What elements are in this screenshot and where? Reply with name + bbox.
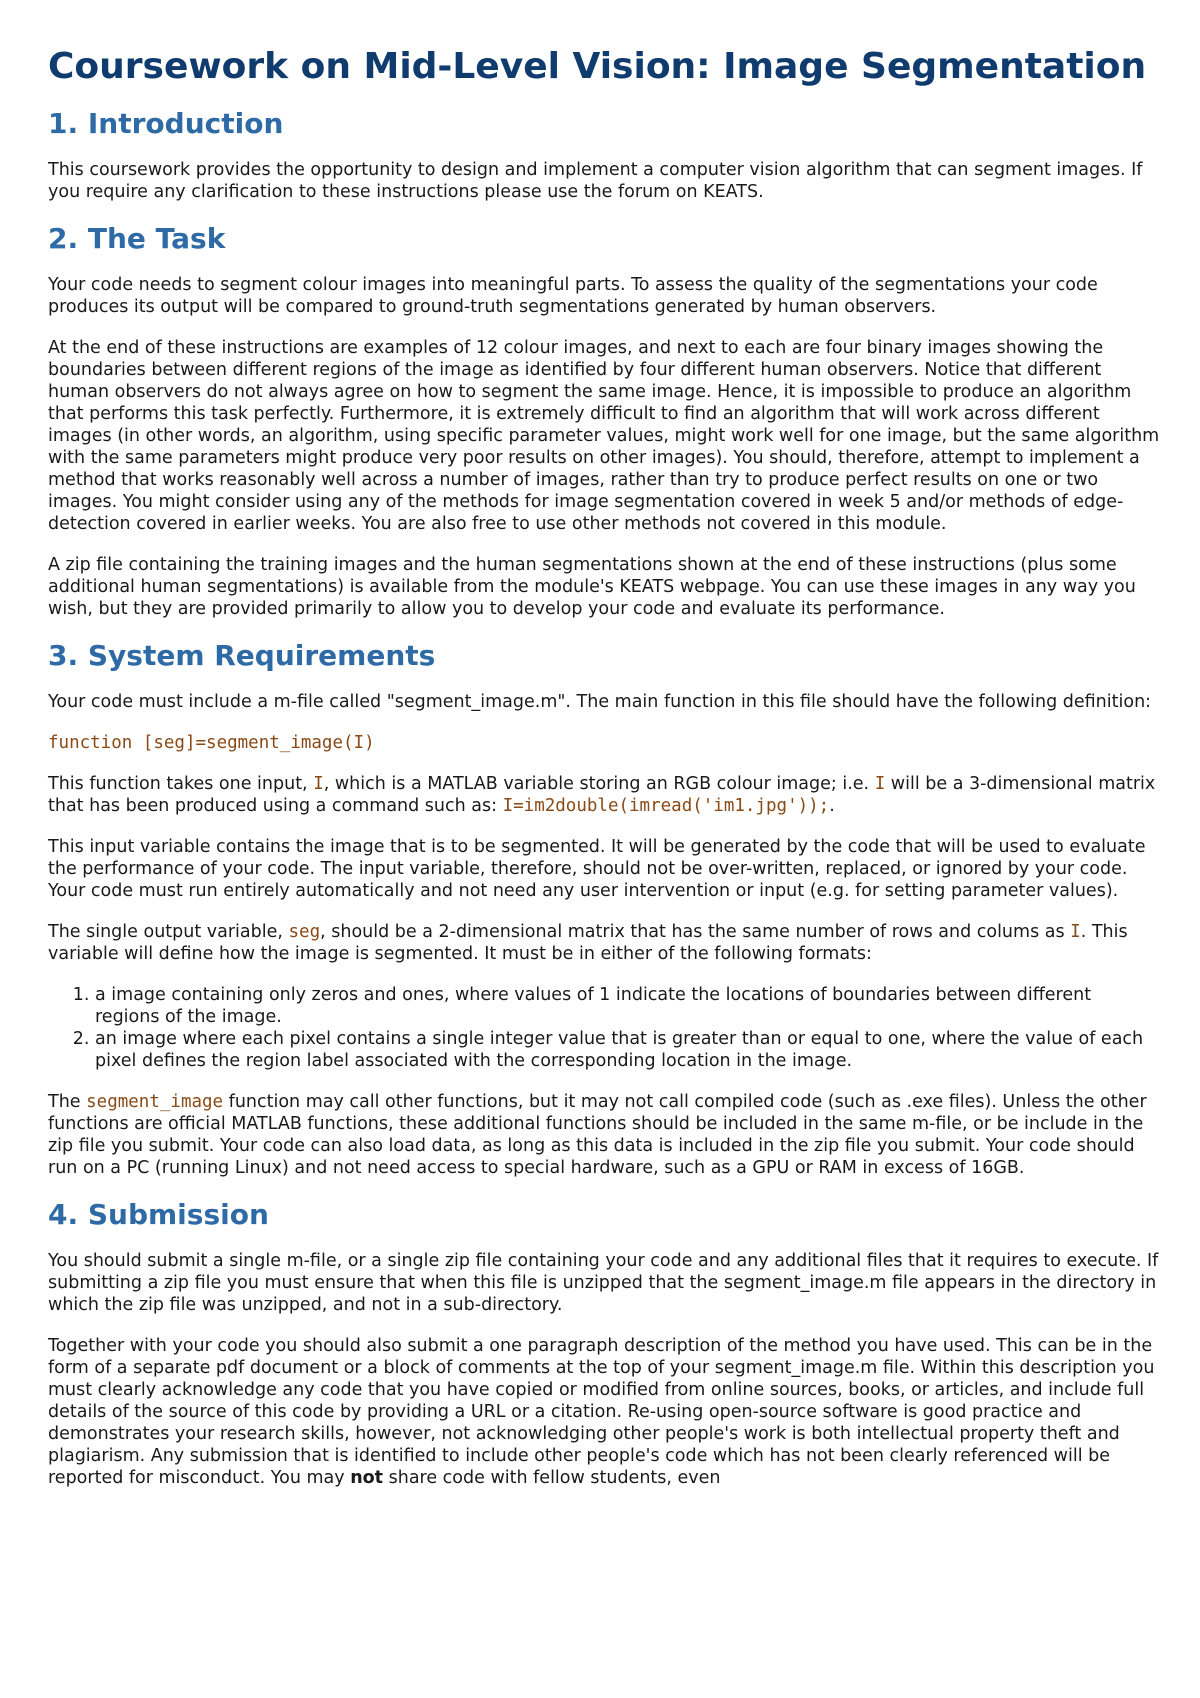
code-function-name: segment_image bbox=[86, 1092, 224, 1112]
code-output-var: seg bbox=[288, 922, 321, 942]
page-title: Coursework on Mid-Level Vision: Image Segmentation bbox=[48, 46, 1147, 87]
sysreq-paragraph-4 bbox=[48, 921, 1160, 965]
task-paragraph-1: Your code needs to segment colour images into meaningful parts. To assess the quality of the segmentations your code produces its output will be compared to ground-truth segmentations generated by human observers. bbox=[48, 275, 1098, 317]
text-fragment: , which is a MATLAB variable storing an RGB colour image; i.e. bbox=[323, 774, 875, 794]
text-fragment: . This variable will define how the image is segmented. It must be in either of the following formats: bbox=[48, 922, 1128, 964]
sysreq-paragraph-5 bbox=[48, 1091, 1160, 1179]
text-fragment: The single output variable, bbox=[48, 922, 289, 942]
intro-paragraph: This coursework provides the opportunity to design and implement a computer vision algorithm that can segment images. If you require any clarification to these instructions please use the forum on KEATS. bbox=[48, 160, 1143, 202]
text-fragment: Together with your code you should also submit a one paragraph description of the method you have used. This can be in the form of a separate pdf document or a block of comments at the top of your segment_image.m file. Within this description you must clearly acknowledge any code that you have copied or modified from online sources, books, or articles, and include full details of the source of this code by providing a URL or a citation. Re-using open-source software is good practice and demonstrates your research skills, however, not acknowledging other people's work is both intellectual property theft and plagiarism. Any submission that is identified to include other people's code which has not been clearly referenced will be reported for misconduct. You may bbox=[48, 1336, 1155, 1488]
code-input-var: I bbox=[313, 774, 324, 794]
heading-submission: 4. Submission bbox=[48, 1198, 269, 1231]
sysreq-paragraph-2 bbox=[48, 773, 1160, 817]
text-fragment: , should be a 2-dimensional matrix that has the same number of rows and colums as bbox=[320, 922, 1071, 942]
sysreq-paragraph-3: This input variable contains the image that is to be segmented. It will be generated by the code that will be used to evaluate the performance of your code. The input variable, therefore, should not be over-written, replaced, or ignored by your code. Your code must run entirely automatically and not need any user intervention or input (e.g. for setting parameter values). bbox=[48, 837, 1146, 901]
list-item: 1. a image containing only zeros and ones, where values of 1 indicate the locations of boundaries between different regions of the image. bbox=[95, 984, 1160, 1028]
submission-paragraph-2 bbox=[48, 1335, 1160, 1489]
text-fragment: . bbox=[829, 796, 835, 816]
task-paragraph-2: At the end of these instructions are examples of 12 colour images, and next to each are four binary images showing the boundaries between different regions of the image as identified by four different human observers. Notice that different human observers do not always agree on how to segment the same image. Hence, it is impossible to produce an algorithm that performs this task perfectly. Furthermore, it is extremely difficult to find an algorithm that will work across different images (in other words, an algorithm, using specific parameter values, might work well for one image, but the same algorithm with the same parameters might produce very poor results on other images). You should, therefore, attempt to implement a method that works reasonably well across a number of images, rather than try to produce perfect results on one or two images. You might consider using any of the methods for image segmentation covered in week 5 and/or methods of edge-detection covered in earlier weeks. You are also free to use other methods not covered in this module. bbox=[48, 338, 1160, 534]
document-page bbox=[48, 44, 1160, 1508]
submission-paragraph-1: You should submit a single m-file, or a single zip file containing your code and any additional files that it requires to execute. If submitting a zip file you must ensure that when this file is unzipped that the segment_image.m file appears in the directory in which the zip file was unzipped, and not in a sub-directory. bbox=[48, 1251, 1159, 1315]
output-format-list bbox=[48, 984, 1160, 1072]
text-fragment: The bbox=[48, 1092, 87, 1112]
task-paragraph-3: A zip file containing the training images and the human segmentations shown at the end of these instructions (plus some additional human segmentations) is available from the module's KEATS webpage. You can use these images in any way you wish, but they are provided primarily to allow you to develop your code and evaluate its performance. bbox=[48, 555, 1136, 619]
heading-the-task: 2. The Task bbox=[48, 222, 226, 255]
code-input-var: I bbox=[874, 774, 886, 794]
text-fragment: function may call other functions, but it may not call compiled code (such as .exe files). Unless the other functions are official MATLAB functions, these additional functions should be included in the same m-file, or be include in the zip file you submit. Your code can also load data, as long as this data is included in the zip file you submit. Your code should run on a PC (running Linux) and not need access to special hardware, such as a GPU or RAM in excess of 16GB. bbox=[48, 1092, 1147, 1178]
code-imread-command: I=im2double(imread('im1.jpg')); bbox=[502, 796, 830, 816]
code-function-def: function [seg]=segment_image(I) bbox=[48, 733, 375, 753]
code-input-var: I bbox=[1070, 922, 1081, 942]
list-item: 2. an image where each pixel contains a single integer value that is greater than or equal to one, where the value of each pixel defines the region label associated with the corresponding location in the image. bbox=[95, 1028, 1160, 1072]
heading-system-requirements: 3. System Requirements bbox=[48, 639, 436, 672]
text-fragment: will be a 3-dimensional matrix that has been produced using a command such as: bbox=[48, 774, 1156, 816]
heading-introduction: 1. Introduction bbox=[48, 107, 284, 140]
text-fragment: share code with fellow students, even bbox=[383, 1468, 721, 1488]
bold-emphasis: not bbox=[350, 1468, 384, 1488]
function-definition-code bbox=[48, 732, 1160, 754]
text-fragment: This function takes one input, bbox=[48, 774, 314, 794]
sysreq-paragraph-1: Your code must include a m-file called "segment_image.m". The main function in this file should have the following definition: bbox=[48, 692, 1152, 712]
